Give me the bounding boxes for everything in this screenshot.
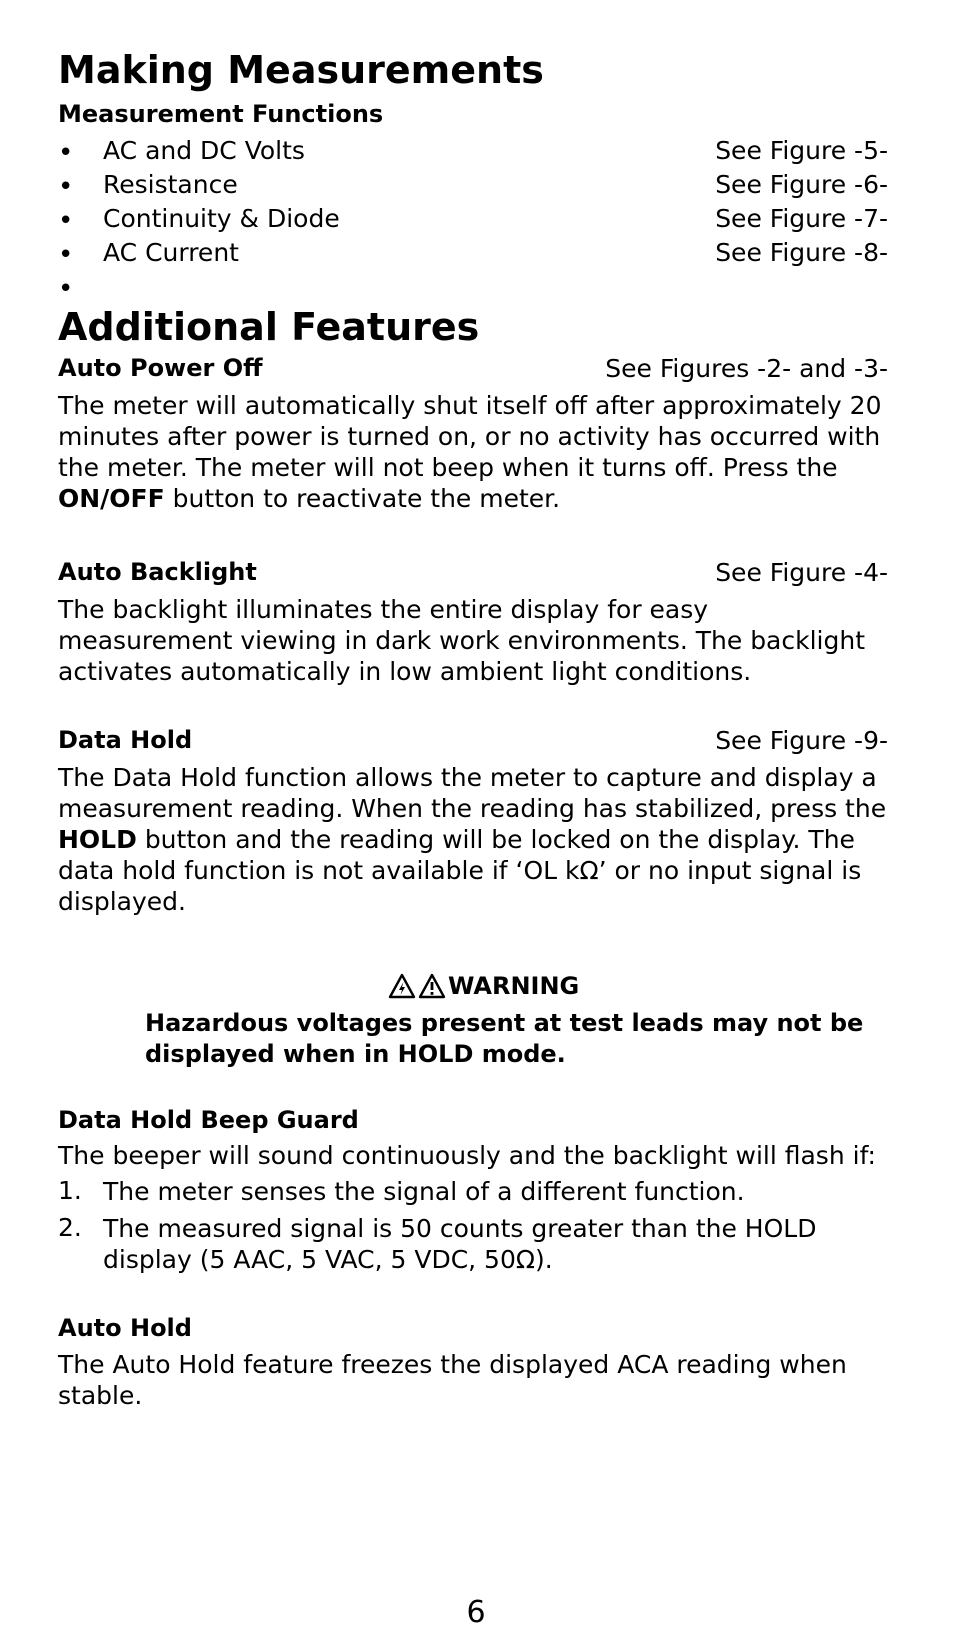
warning-heading: [388, 972, 579, 1000]
auto-power-off-heading: Auto Power Off: [58, 354, 263, 382]
list-item-label: Resistance: [103, 170, 238, 199]
on-off-button-label: ON/OFF: [58, 484, 165, 513]
list-item-text: The meter senses the signal of a different function.: [103, 1177, 745, 1206]
paragraph-text: The meter will automatically shut itself off after approximately 20 minutes after power is turned on, or no activity has occurred with the meter. The meter will not beep when it turns off. Press the: [58, 391, 882, 482]
data-hold-heading: Data Hold: [58, 726, 193, 754]
bullet: •: [58, 138, 74, 168]
list-item-text: The measured signal is 50 counts greater than the HOLD display (5 AAC, 5 VAC, 5 VDC, 50Ω).: [103, 1214, 817, 1274]
bullet: •: [58, 274, 74, 304]
auto-backlight-heading: Auto Backlight: [58, 558, 257, 586]
warning-text: Hazardous voltages present at test leads may not be displayed when in HOLD mode.: [145, 1009, 864, 1068]
auto-backlight-figure-reference: See Figure -4-: [715, 558, 888, 587]
auto-power-off-figure-reference: See Figures -2- and -3-: [605, 354, 888, 383]
auto-hold-paragraph: The Auto Hold feature freezes the displayed ACA reading when stable.: [58, 1350, 847, 1410]
list-item-label: AC and DC Volts: [103, 136, 305, 165]
bullet: •: [58, 206, 74, 236]
warning-triangle-icon: [388, 973, 416, 999]
warning-title: WARNING: [448, 972, 580, 1000]
beep-guard-heading: Data Hold Beep Guard: [58, 1106, 359, 1134]
list-item-label: AC Current: [103, 238, 239, 267]
figure-reference: See Figure -5-: [715, 136, 888, 165]
data-hold-figure-reference: See Figure -9-: [715, 726, 888, 755]
manual-page: [58, 0, 888, 1648]
auto-power-off-paragraph: [58, 390, 888, 514]
beep-guard-intro: The beeper will sound continuously and the backlight will flash if:: [58, 1141, 876, 1170]
list-number: 1.: [58, 1176, 82, 1205]
page-title: Making Measurements: [58, 48, 544, 92]
figure-reference: See Figure -6-: [715, 170, 888, 199]
measurement-functions-heading: Measurement Functions: [58, 100, 384, 128]
page-number: 6: [466, 1595, 486, 1630]
figure-reference: See Figure -7-: [715, 204, 888, 233]
paragraph-text: The Data Hold function allows the meter to capture and display a measurement reading. When the reading has stabilized, press the: [58, 763, 887, 823]
list-item-label: Continuity & Diode: [103, 204, 340, 233]
paragraph-text: button to reactivate the meter.: [172, 484, 561, 513]
auto-hold-heading: Auto Hold: [58, 1314, 192, 1342]
bullet: •: [58, 172, 74, 202]
list-number: 2.: [58, 1213, 82, 1242]
auto-backlight-paragraph: The backlight illuminates the entire display for easy measurement viewing in dark work environments. The backlight activates automatically in low ambient light conditions.: [58, 595, 866, 686]
data-hold-paragraph: [58, 762, 888, 917]
additional-features-title: Additional Features: [58, 305, 480, 349]
figure-reference: See Figure -8-: [715, 238, 888, 267]
bullet: •: [58, 240, 74, 270]
paragraph-text: button and the reading will be locked on the display. The data hold function is not available if ‘OL kΩ’ or no input signal is displayed.: [58, 825, 862, 916]
warning-triangle-icon: [418, 973, 446, 999]
hold-button-label: HOLD: [58, 825, 137, 854]
